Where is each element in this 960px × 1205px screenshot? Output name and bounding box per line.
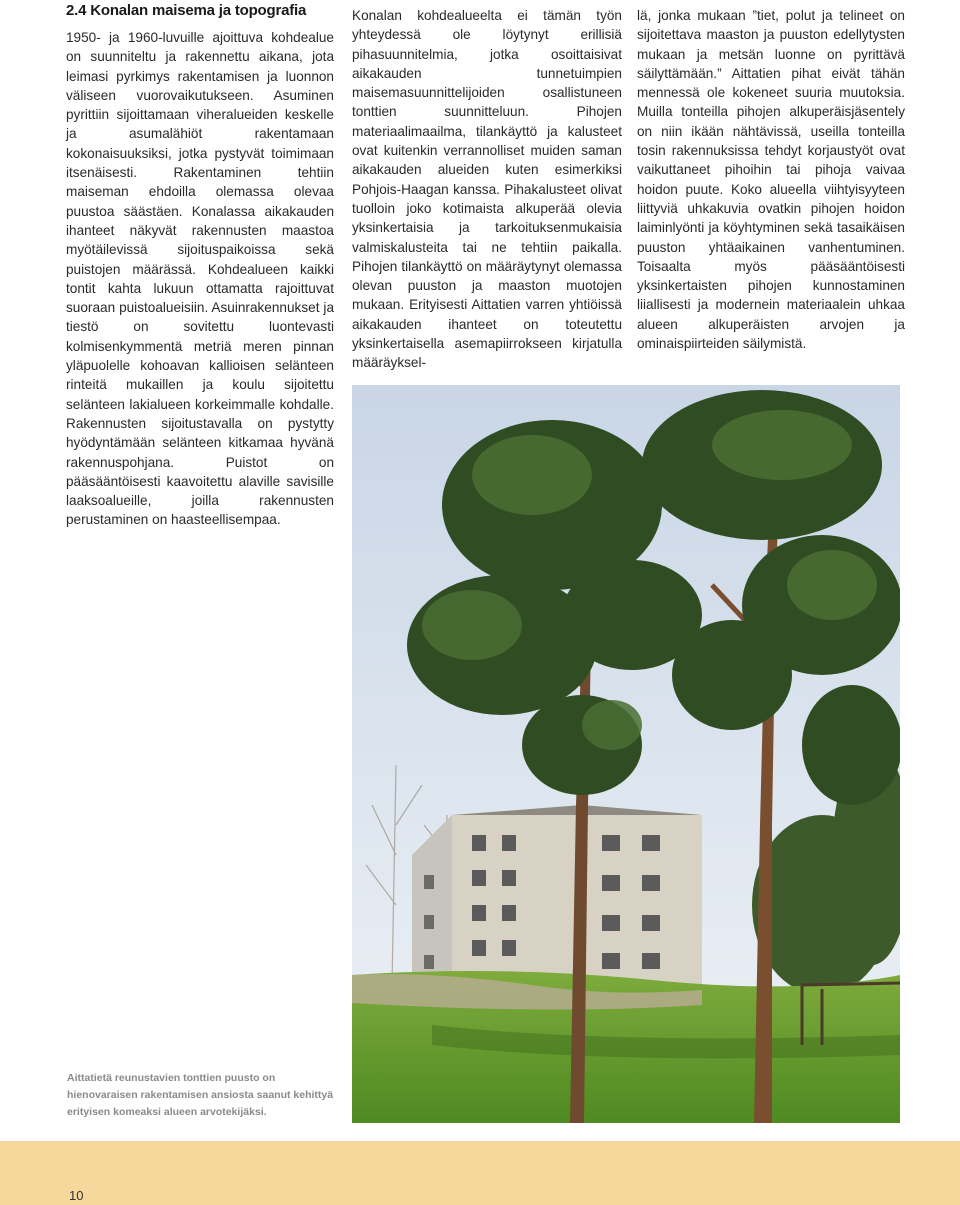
section-heading: 2.4 Konalan maisema ja topografia — [66, 2, 307, 19]
footer-band — [0, 1141, 960, 1205]
body-paragraph: lä, jonka mukaan ”tiet, polut ja telineet on sijoitettava maaston ja puuston edellytysten mukaan ja metsän luonne on pyrittävä säilyttämään.” Aittatien pihat eivät tähän mennessä ole kokeneet suuria muutoksia. Muilla tonteilla pihojen alkuperäisjäsentely on niin ikään nähtävissä, useilla tonteilla tosin rakennuksissa tehdyt korjaustyöt ovat vaikuttaneet pihoihin tai pihoja vaivaa hoidon puute. Koko alueella viihtyisyyteen liittyviä uhkakuvia ovatkin pihojen hoidon laiminlyönti ja köyhtyminen sekä tasaikäisen puuston yhtäaikainen vanhentuminen. Toisaalta myös pääsääntöisesti yksinkertaisten pihojen kunnostaminen liiallisesti ja modernein materiaalein uhkaa alueen alkuperäisten arvojen ja ominaispiirteiden säilymistä. — [637, 8, 905, 352]
body-paragraph: 1950- ja 1960-luvuille ajoittuva kohdealue on suunniteltu ja rakennettu aikana, jota leimasi pyrkimys rakentamisen ja luonnon väliseen vuorovaikutukseen. Asuminen pyrittiin sijoittamaan viheralueiden keskelle ja asumalähiöt rakentamaan kokonaisuuksiksi, jotka pystyvät toimimaan itsenäisesti. Rakentaminen tehtiin maiseman ehdoilla olemassa olevaa puustoa säästäen. Konalassa aikakauden ihanteet näkyvät rakennusten maastoa myötäilevissä sijoituspaikoissa sekä puistojen määrässä. Kohdealueen kaikki tontit kahta lukuun ottamatta rajoittuvat suoraan puistoalueisiin. Asuinrakennukset ja tiestö on sovitettu luontevasti kolmisenkymmentä metriä meren pinnan yläpuolelle kohoavan kallioisen selänteen rinteitä mukaillen ja koulu sijoitettu selänteen lakialueen korkeimmalle kohdalle. Rakennusten sijoitustavalla on pystytty hyödyntämään selänteen kitkamaa hyvänä rakennuspohjana. Puistot on pääsääntöisesti kaavoitettu alaville savisille laaksoalueille, joilla rakennusten perustaminen on haasteellisempaa. — [66, 30, 334, 528]
page-number: 10 — [69, 1188, 84, 1203]
photo-caption: Aittatietä reunustavien tonttien puusto on hienovaraisen rakentamisen ansiosta saanut kehittyä erityisen komeaksi alueen arvotekijäksi. — [67, 1072, 334, 1118]
pine-trees-photo — [352, 385, 900, 1123]
text-column-3 — [637, 6, 905, 353]
text-column-1 — [66, 0, 334, 530]
text-column-2 — [352, 6, 622, 373]
body-paragraph: Konalan kohdealueelta ei tämän työn yhteydessä ole löytynyt erillisiä pihasuunnitelmia, jotka osoittaisivat aikakauden tunnetuimpien maisemasuunnittelijoiden osallistuneen tonttien suunnitteluun. Pihojen materiaalimaailma, tilankäyttö ja kalusteet ovat kuitenkin verrannolliset muiden saman aikakauden alueiden kuten esimerkiksi Pohjois-Haagan kanssa. Pihakalusteet olivat tuolloin joko kotimaista alkuperää olevia yksinkertaisia ja tarkoituksenmukaisia valmiskalusteita tai ne tehtiin paikalla. Pihojen tilankäyttö on määräytynyt olemassa olevan puuston ja maaston muotojen mukaan. Erityisesti Aittatien varren yhtiöissä aikakauden ihanteet on toteutettu yksinkertaisella asemapiirrokseen kirjatulla määräyksel- — [352, 8, 622, 371]
